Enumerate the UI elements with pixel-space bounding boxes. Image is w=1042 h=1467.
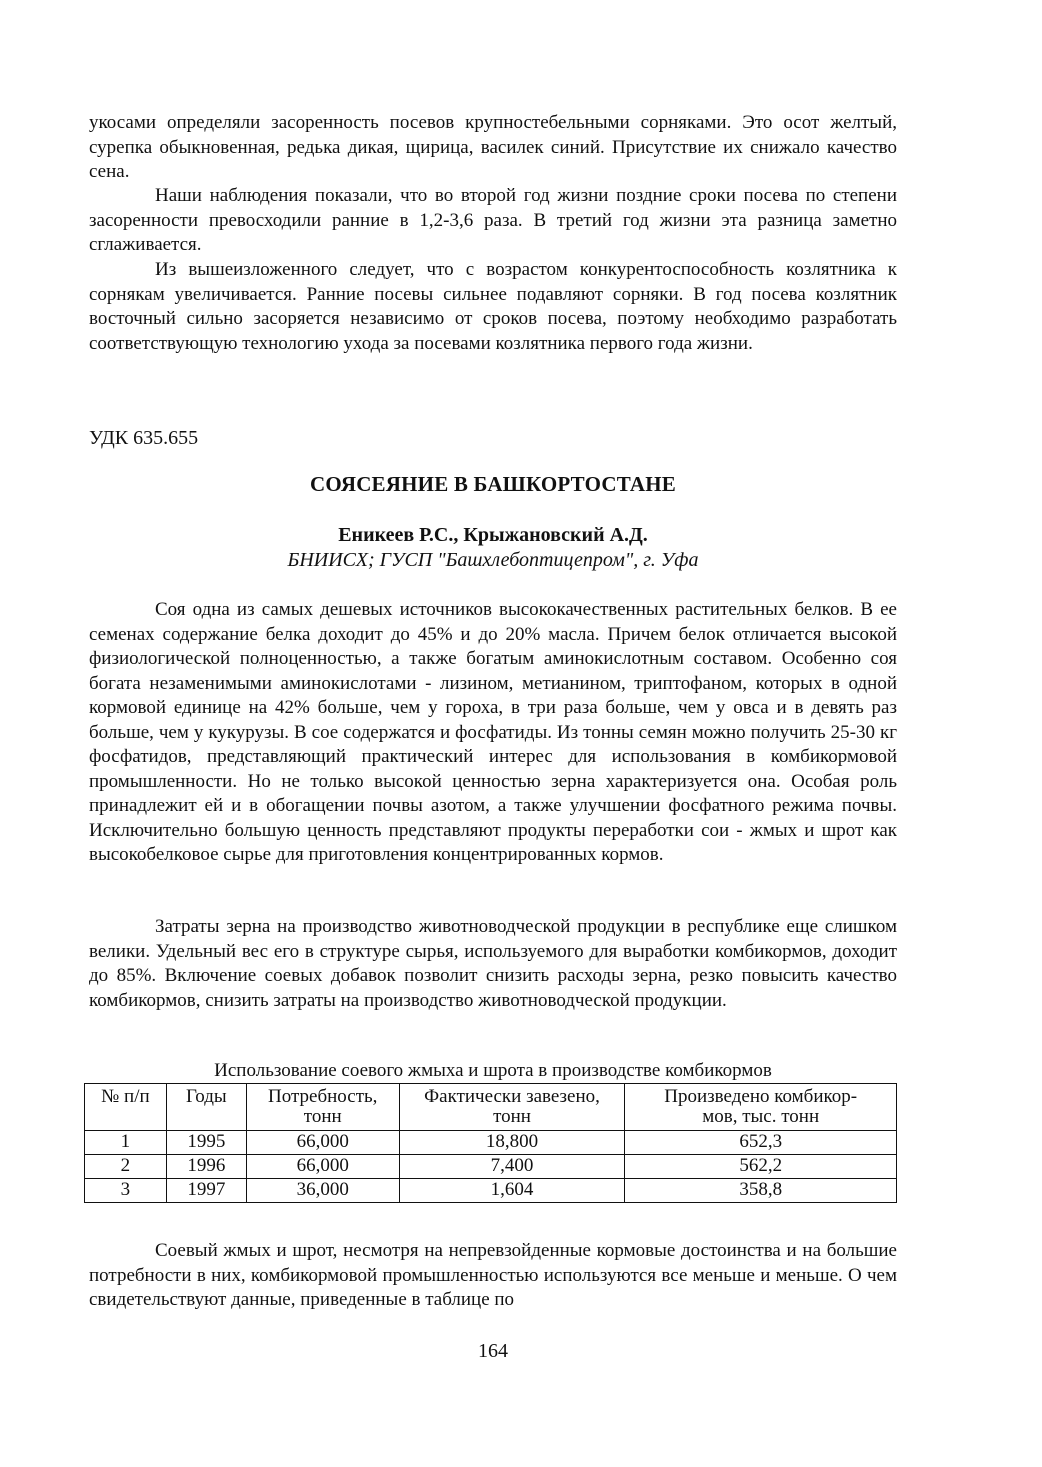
article-affiliation: БНИИСХ; ГУСП "Башхлебоптицепром", г. Уфа <box>287 549 699 571</box>
header-label-cont: тонн <box>303 1106 342 1127</box>
article-title: СОЯСЕЯНИЕ В БАШКОРТОСТАНЕ <box>309 472 677 496</box>
table-cell: 66,000 <box>246 1155 399 1179</box>
data-table <box>84 1083 897 1203</box>
table-cell: 358,8 <box>625 1179 897 1203</box>
table-cell: 18,800 <box>399 1131 625 1155</box>
table-row <box>85 1179 897 1203</box>
table-header-row <box>85 1084 897 1131</box>
header-label: Годы <box>185 1086 227 1107</box>
table-cell: 1997 <box>166 1179 246 1203</box>
header-label-cont: мов, тыс. тонн <box>702 1106 820 1127</box>
table-cell: 2 <box>85 1155 167 1179</box>
table-row <box>85 1155 897 1179</box>
header-label: Фактически завезено, <box>424 1086 600 1107</box>
paragraph-weeds-intro: укосами определяли засоренность посевов крупностебельными сорняками. Это осот желтый, сурепка обыкновенная, редька дикая, щирица, василек синий. Присутствие их снижало качество сена. <box>89 112 897 182</box>
udk-code: УДК 635.655 <box>89 427 199 449</box>
table-cell: 7,400 <box>399 1155 625 1179</box>
paragraph-conclusion: Из вышеизложенного следует, что с возрастом конкурентоспособность козлятника к сорнякам увеличивается. Ранние посевы сильнее подавляют сорняки. В год посева козлятник восточный сильно засоряется независимо от сроков посева, поэтому необходимо разработать соответствующую технологию ухода за посевами козлятника первого года жизни. <box>89 259 897 354</box>
table-cell: 1 <box>85 1131 167 1155</box>
header-label: Произведено комбикор- <box>664 1086 858 1107</box>
table-cell: 1,604 <box>399 1179 625 1203</box>
header-label: № п/п <box>101 1086 150 1107</box>
paragraph-soy-usage: Соевый жмых и шрот, несмотря на непревзойденные кормовые достоинства и на большие потребности в них, комбикормовой промышленностью используются все меньше и меньше. О чем свидетельствуют данные, приведенные в таблице по <box>89 1240 897 1310</box>
header-years <box>166 1084 246 1131</box>
table-cell: 1996 <box>166 1155 246 1179</box>
paragraph-soy-protein: Соя одна из самых дешевых источников высококачественных растительных белков. В ее семенах содержание белка доходит до 45% и до 20% масла. Причем белок отличается высокой физиологической полноценностью, а также богатым аминокислотным составом. Особенно соя богата незаменимыми аминокислотами - лизином, метианином, триптофаном, которых в одной кормовой единице на 42% больше, чем у гороха, в три раза больше, чем у овса и в девять раз больше, чем у кукурузы. В сое содержатся и фосфатиды. Из тонны семян можно получить 25-30 кг фосфатидов, представляющий практический интерес для использования в комбикормовой промышленности. Но не только высокой ценностью зерна характеризуется она. Особая роль принадлежит ей и в обогащении почвы азотом, а также улучшении фосфатного режима почвы. Исключительно большую ценность представляют продукты переработки сои - жмых и шрот как высокобелковое сырье для приготовления концентрированных кормов. <box>89 599 897 865</box>
header-label-cont: тонн <box>493 1106 531 1127</box>
header-label: Потребность, <box>268 1086 378 1107</box>
table-cell: 3 <box>85 1179 167 1203</box>
page-number: 164 <box>478 1340 508 1362</box>
table-cell: 1995 <box>166 1131 246 1155</box>
header-delivered <box>399 1084 625 1131</box>
header-produced <box>625 1084 897 1131</box>
table-caption: Использование соевого жмыха и шрота в производстве комбикормов <box>214 1060 772 1081</box>
table-cell: 66,000 <box>246 1131 399 1155</box>
article-authors: Еникеев Р.С., Крыжановский А.Д. <box>338 524 648 546</box>
header-demand <box>246 1084 399 1131</box>
paragraph-grain-costs: Затраты зерна на производство животноводческой продукции в республике еще слишком велики. Удельный вес его в структуре сырья, используемого для выработки комбикормов, доходит до 85%. Включение соевых добавок позволит снизить расходы зерна, резко повысить качество комбикормов, снизить затраты на производство животноводческой продукции. <box>89 916 897 1011</box>
header-number <box>85 1084 167 1131</box>
table-cell: 652,3 <box>625 1131 897 1155</box>
paragraph-observations: Наши наблюдения показали, что во второй год жизни поздние сроки посева по степени засоренности превосходили ранние в 1,2-3,6 раза. В третий год жизни эта разница заметно сглаживается. <box>89 185 897 255</box>
table-cell: 562,2 <box>625 1155 897 1179</box>
table-cell: 36,000 <box>246 1179 399 1203</box>
table-row <box>85 1131 897 1155</box>
